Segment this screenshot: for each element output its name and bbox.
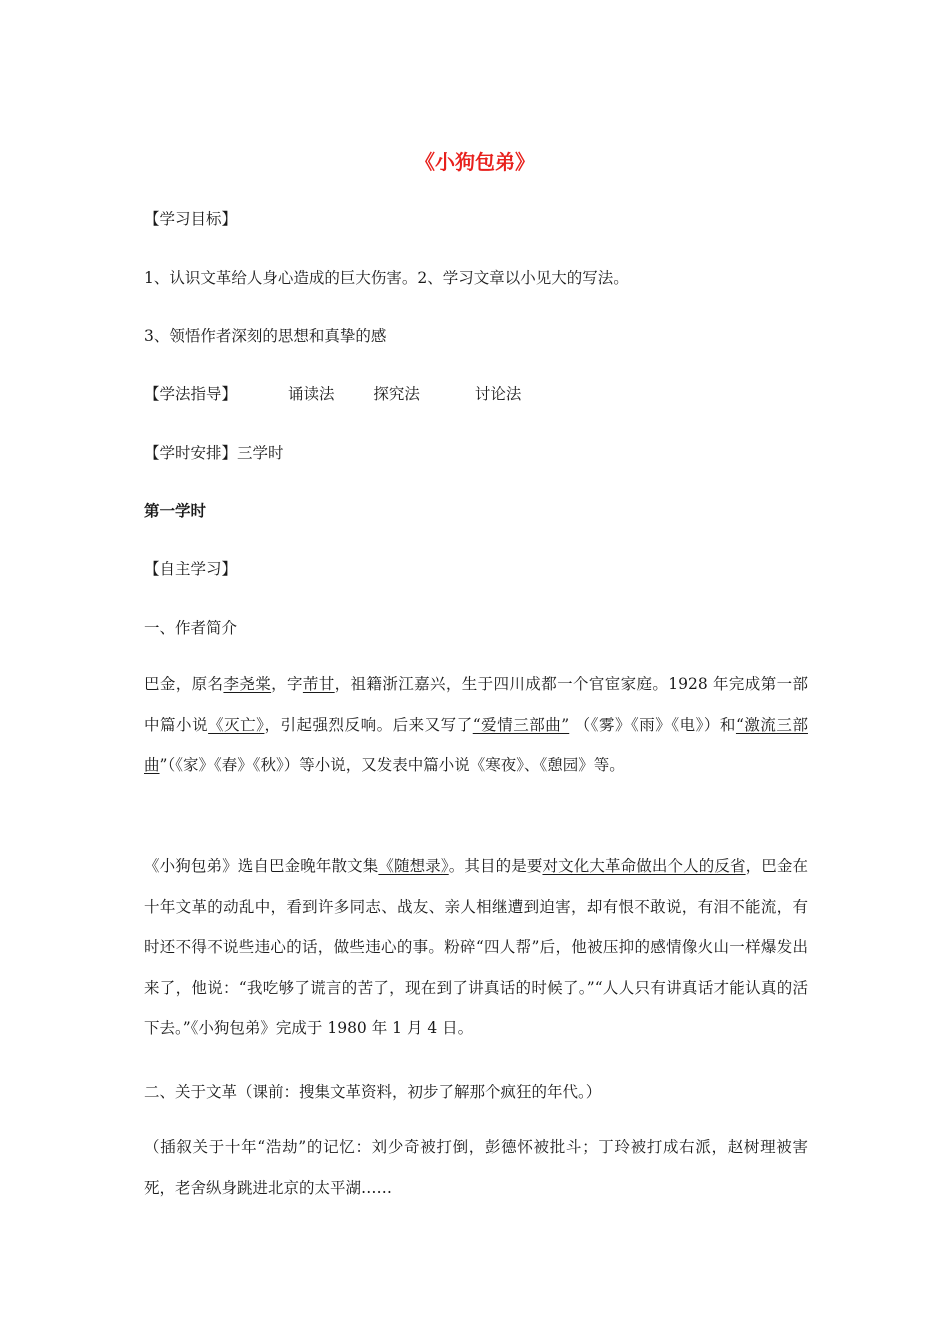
methods-heading: 【学法指导】 [144, 385, 238, 403]
culture-revolution-heading: 二、关于文革（课前：搜集文革资料，初步了解那个疯狂的年代。） [144, 1083, 602, 1101]
courtesy-name: 芾甘 [302, 675, 335, 693]
author-intro-heading: 一、作者简介 [144, 619, 238, 637]
objectives-line-2: 3、领悟作者深刻的思想和真挚的感 [144, 327, 387, 345]
method-recite: 诵读法 [287, 385, 335, 403]
schedule-value: 三学时 [237, 444, 284, 462]
reflection-purpose: 对文化大革命做出个人的反省 [542, 857, 746, 875]
objectives-line-1: 1、认识文革给人身心造成的巨大伤害。2、学习文章以小见大的写法。 [144, 269, 629, 287]
method-explore: 探究法 [373, 385, 420, 403]
methods-row [144, 382, 521, 404]
author-intro-paragraph: 巴金，原名李尧棠，字芾甘，祖籍浙江嘉兴，生于四川成都一个官宦家庭。1928 年完成第一部中篇小说《灭亡》，引起强烈反响。后来又写了“爱情三部曲” （《雾》《雨》《电》）和“激流三部曲”（《家》《春》《秋》）等小说，又发表中篇小说《寒夜》、《憩园》等。 [144, 675, 808, 774]
essay-background-paragraph: 《小狗包弟》选自巴金晚年散文集《随想录》。其目的是要对文化大革命做出个人的反省，巴金在十年文革的动乱中，看到许多同志、战友、亲人相继遭到迫害，却有恨不敢说，有泪不能流，有时还不得不说些违心的话，做些违心的事。粉碎“四人帮”后，他被压抑的感情像火山一样爆发出来了，他说：“我吃够了谎言的苦了，现在到了讲真话的时候了。”“人人只有讲真话才能认真的活下去。”《小狗包弟》完成于 1980 年 1 月 4 日。 [144, 857, 808, 1037]
original-name: 李尧棠 [223, 675, 272, 693]
method-discuss: 讨论法 [474, 385, 522, 403]
lesson-1-heading: 第一学时 [144, 502, 207, 520]
document-title: 《小狗包弟》 [415, 150, 535, 174]
random-thoughts-collection: 《随想录》 [378, 857, 449, 875]
love-trilogy: “爱情三部曲” [472, 715, 570, 734]
schedule-row [144, 441, 284, 463]
objectives-heading: 【学习目标】 [144, 210, 238, 228]
novel-destruction: 《灭亡》 [208, 715, 265, 734]
flashback-paragraph: （插叙关于十年“浩劫”的记忆：刘少奇被打倒，彭德怀被批斗；丁玲被打成右派，赵树理被害死，老舍纵身跳进北京的太平湖…… [144, 1138, 808, 1197]
torrent-trilogy: “激流三部曲 [144, 715, 808, 774]
self-study-heading: 【自主学习】 [144, 560, 238, 578]
schedule-heading: 【学时安排】 [144, 444, 238, 462]
